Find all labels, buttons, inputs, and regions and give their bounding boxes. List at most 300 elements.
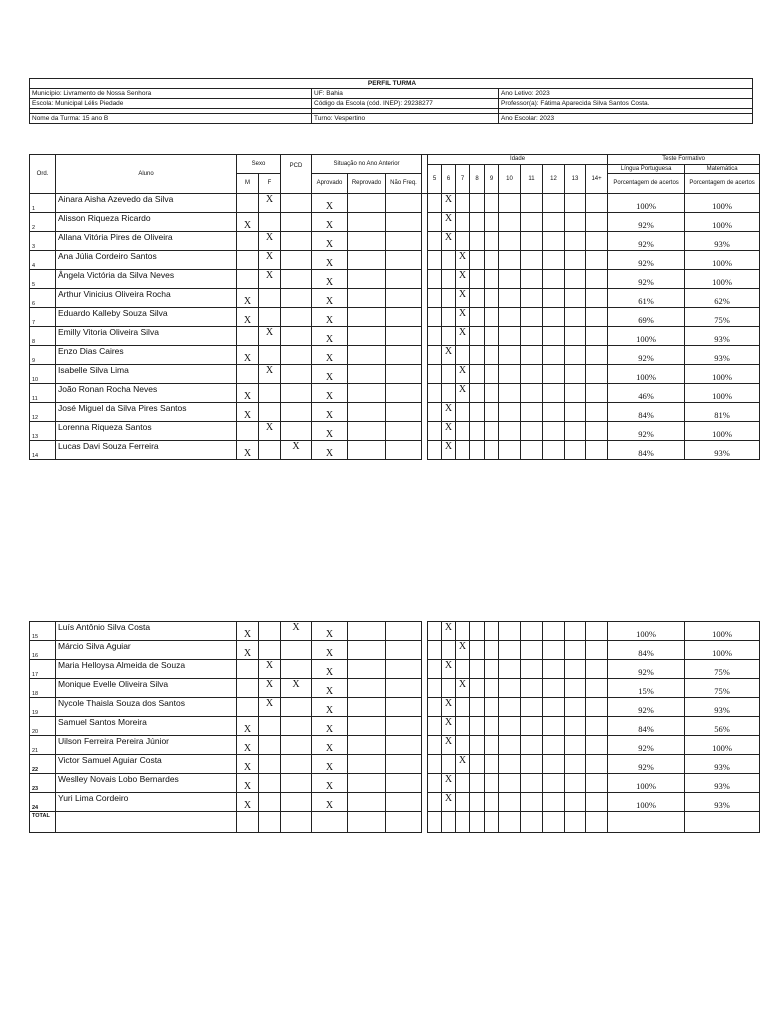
age-6-cell: X [442, 403, 456, 422]
reprovado-cell [348, 308, 386, 327]
age-13-cell [565, 641, 586, 660]
total-cell [470, 812, 485, 833]
age-5-cell [428, 194, 442, 213]
student-name: Emilly Vitoria Oliveira Silva [56, 327, 237, 346]
ord-cell: 18 [30, 679, 56, 698]
pcd-mark [281, 346, 312, 365]
age-8-cell [470, 365, 485, 384]
table-row [30, 308, 760, 327]
age-13-cell [565, 365, 586, 384]
table-row [30, 213, 760, 232]
lp-percent: 15% [608, 679, 685, 698]
age-9-cell [485, 308, 499, 327]
ord-cell: 13 [30, 422, 56, 441]
age-12-cell [543, 774, 565, 793]
ord-cell: 19 [30, 698, 56, 717]
lp-percent: 92% [608, 232, 685, 251]
age-7-cell [456, 717, 470, 736]
uf-field: UF: Bahia [312, 89, 499, 99]
age-12-cell [543, 679, 565, 698]
lp-percent: 92% [608, 736, 685, 755]
age-11-cell [521, 660, 543, 679]
age-6-cell: X [442, 232, 456, 251]
sexo-f-mark: X [259, 194, 281, 213]
aprovado-mark: X [312, 384, 348, 403]
reprovado-cell [348, 384, 386, 403]
age-8-cell [470, 679, 485, 698]
age-7-cell [456, 422, 470, 441]
pcd-mark [281, 774, 312, 793]
age-11-cell [521, 327, 543, 346]
age-7-cell [456, 403, 470, 422]
sexo-f-mark [259, 774, 281, 793]
age-11-cell [521, 270, 543, 289]
aprovado-mark: X [312, 270, 348, 289]
col-age-13: 13 [565, 165, 586, 194]
nao-freq-cell [386, 270, 422, 289]
lp-percent: 100% [608, 327, 685, 346]
age-13-cell [565, 422, 586, 441]
age-8-cell [470, 232, 485, 251]
pcd-mark [281, 308, 312, 327]
table-row [30, 327, 760, 346]
ord-cell: 3 [30, 232, 56, 251]
pcd-mark [281, 736, 312, 755]
age-12-cell [543, 232, 565, 251]
age-7-cell [456, 736, 470, 755]
reprovado-cell [348, 641, 386, 660]
student-name: Nycole Thaisla Souza dos Santos [56, 698, 237, 717]
age-13-cell [565, 717, 586, 736]
mat-percent: 62% [685, 289, 760, 308]
student-name: Arthur Vinicius Oliveira Rocha [56, 289, 237, 308]
age-11-cell [521, 232, 543, 251]
age-10-cell [499, 774, 521, 793]
nao-freq-cell [386, 736, 422, 755]
sexo-m-mark [237, 422, 259, 441]
age-12-cell [543, 194, 565, 213]
ano-letivo-field: Ano Letivo: 2023 [499, 89, 753, 99]
age-7-cell [456, 698, 470, 717]
mat-percent: 100% [685, 365, 760, 384]
table-row [30, 774, 760, 793]
sexo-f-mark [259, 403, 281, 422]
aprovado-mark: X [312, 660, 348, 679]
age-10-cell [499, 213, 521, 232]
age-11-cell [521, 403, 543, 422]
age-5-cell [428, 422, 442, 441]
age-12-cell [543, 660, 565, 679]
student-name: Eduardo Kalleby Souza Silva [56, 308, 237, 327]
aprovado-mark: X [312, 793, 348, 812]
age-12-cell [543, 641, 565, 660]
age-10-cell [499, 717, 521, 736]
age-10-cell [499, 641, 521, 660]
sexo-f-mark [259, 736, 281, 755]
mat-percent: 93% [685, 793, 760, 812]
col-teste-formativo: Teste Formativo [608, 155, 760, 165]
age-8-cell [470, 793, 485, 812]
lp-percent: 100% [608, 365, 685, 384]
ord-cell: 5 [30, 270, 56, 289]
age-12-cell [543, 251, 565, 270]
age-12-cell [543, 717, 565, 736]
nao-freq-cell [386, 698, 422, 717]
lp-percent: 92% [608, 422, 685, 441]
age-13-cell [565, 270, 586, 289]
mat-percent: 100% [685, 251, 760, 270]
ord-cell: 21 [30, 736, 56, 755]
student-name: Ainara Aisha Azevedo da Silva [56, 194, 237, 213]
age-8-cell [470, 308, 485, 327]
age-9-cell [485, 213, 499, 232]
col-nao-freq: Não Freq. [386, 174, 422, 194]
age-5-cell [428, 717, 442, 736]
reprovado-cell [348, 793, 386, 812]
mat-percent: 93% [685, 755, 760, 774]
sexo-f-mark [259, 755, 281, 774]
age-14+-cell [586, 403, 608, 422]
aprovado-mark: X [312, 717, 348, 736]
ord-cell: 7 [30, 308, 56, 327]
age-13-cell [565, 679, 586, 698]
age-10-cell [499, 327, 521, 346]
age-13-cell [565, 793, 586, 812]
age-14+-cell [586, 679, 608, 698]
total-cell [442, 812, 456, 833]
ord-cell: 6 [30, 289, 56, 308]
age-7-cell [456, 774, 470, 793]
total-cell [237, 812, 259, 833]
age-10-cell [499, 698, 521, 717]
age-6-cell [442, 327, 456, 346]
students-table-part-2 [29, 621, 760, 833]
nao-freq-cell [386, 793, 422, 812]
nao-freq-cell [386, 622, 422, 641]
lp-percent: 84% [608, 441, 685, 460]
reprovado-cell [348, 679, 386, 698]
reprovado-cell [348, 622, 386, 641]
age-8-cell [470, 660, 485, 679]
total-cell [565, 812, 586, 833]
reprovado-cell [348, 660, 386, 679]
age-13-cell [565, 622, 586, 641]
aprovado-mark: X [312, 213, 348, 232]
lp-percent: 84% [608, 641, 685, 660]
reprovado-cell [348, 194, 386, 213]
age-8-cell [470, 622, 485, 641]
mat-percent: 81% [685, 403, 760, 422]
table-row [30, 346, 760, 365]
nao-freq-cell [386, 403, 422, 422]
age-14+-cell [586, 308, 608, 327]
student-name: Yuri Lima Cordeiro [56, 793, 237, 812]
mat-percent: 100% [685, 213, 760, 232]
age-10-cell [499, 679, 521, 698]
age-9-cell [485, 327, 499, 346]
aprovado-mark: X [312, 755, 348, 774]
sexo-m-mark: X [237, 641, 259, 660]
sexo-f-mark [259, 793, 281, 812]
age-13-cell [565, 327, 586, 346]
age-5-cell [428, 232, 442, 251]
mat-percent: 100% [685, 194, 760, 213]
sexo-f-mark [259, 641, 281, 660]
age-14+-cell [586, 251, 608, 270]
table-row [30, 698, 760, 717]
reprovado-cell [348, 365, 386, 384]
sexo-m-mark [237, 679, 259, 698]
pcd-mark [281, 327, 312, 346]
age-11-cell [521, 422, 543, 441]
student-name: Lucas Davi Souza Ferreira [56, 441, 237, 460]
age-6-cell: X [442, 346, 456, 365]
age-9-cell [485, 793, 499, 812]
pcd-mark [281, 793, 312, 812]
reprovado-cell [348, 346, 386, 365]
age-14+-cell [586, 641, 608, 660]
aprovado-mark: X [312, 365, 348, 384]
age-5-cell [428, 308, 442, 327]
age-6-cell: X [442, 213, 456, 232]
pcd-mark [281, 365, 312, 384]
col-ord: Ord. [30, 155, 56, 194]
table-row [30, 365, 760, 384]
age-8-cell [470, 422, 485, 441]
student-name: Lorenna Riqueza Santos [56, 422, 237, 441]
age-7-cell: X [456, 641, 470, 660]
age-13-cell [565, 660, 586, 679]
age-8-cell [470, 403, 485, 422]
age-7-cell: X [456, 679, 470, 698]
age-10-cell [499, 403, 521, 422]
total-cell [259, 812, 281, 833]
total-cell [456, 812, 470, 833]
reprovado-cell [348, 698, 386, 717]
aprovado-mark: X [312, 232, 348, 251]
reprovado-cell [348, 289, 386, 308]
student-name: José Miguel da Silva Pires Santos [56, 403, 237, 422]
age-7-cell: X [456, 365, 470, 384]
age-12-cell [543, 755, 565, 774]
col-age-8: 8 [470, 165, 485, 194]
age-7-cell: X [456, 384, 470, 403]
lp-percent: 92% [608, 270, 685, 289]
lp-percent: 100% [608, 793, 685, 812]
reprovado-cell [348, 232, 386, 251]
age-14+-cell [586, 755, 608, 774]
reprovado-cell [348, 441, 386, 460]
age-7-cell [456, 346, 470, 365]
age-8-cell [470, 384, 485, 403]
ord-cell: 10 [30, 365, 56, 384]
age-6-cell: X [442, 422, 456, 441]
nao-freq-cell [386, 441, 422, 460]
nao-freq-cell [386, 289, 422, 308]
age-6-cell [442, 270, 456, 289]
aprovado-mark: X [312, 698, 348, 717]
student-name: Márcio Silva Aguiar [56, 641, 237, 660]
age-5-cell [428, 327, 442, 346]
age-11-cell [521, 679, 543, 698]
lp-percent: 84% [608, 403, 685, 422]
sexo-m-mark: X [237, 308, 259, 327]
pcd-mark [281, 755, 312, 774]
age-11-cell [521, 774, 543, 793]
table-row [30, 384, 760, 403]
pcd-mark [281, 660, 312, 679]
age-7-cell [456, 660, 470, 679]
age-9-cell [485, 641, 499, 660]
lp-percent: 92% [608, 698, 685, 717]
age-6-cell: X [442, 660, 456, 679]
age-12-cell [543, 622, 565, 641]
table-row [30, 403, 760, 422]
pcd-mark [281, 232, 312, 251]
reprovado-cell [348, 717, 386, 736]
age-6-cell [442, 384, 456, 403]
mat-percent: 100% [685, 622, 760, 641]
sexo-m-mark [237, 660, 259, 679]
age-8-cell [470, 194, 485, 213]
sexo-f-mark [259, 441, 281, 460]
age-5-cell [428, 346, 442, 365]
aprovado-mark: X [312, 441, 348, 460]
age-6-cell [442, 308, 456, 327]
age-7-cell [456, 213, 470, 232]
pcd-mark [281, 641, 312, 660]
age-9-cell [485, 622, 499, 641]
page-title: PERFIL TURMA [30, 79, 753, 89]
age-14+-cell [586, 213, 608, 232]
col-mat-porcentagem: Porcentagem de acertos [685, 174, 760, 194]
lp-percent: 92% [608, 213, 685, 232]
age-9-cell [485, 698, 499, 717]
age-8-cell [470, 736, 485, 755]
age-8-cell [470, 346, 485, 365]
sexo-m-mark: X [237, 403, 259, 422]
aprovado-mark: X [312, 679, 348, 698]
age-7-cell: X [456, 270, 470, 289]
nao-freq-cell [386, 717, 422, 736]
aprovado-mark: X [312, 736, 348, 755]
mat-percent: 100% [685, 270, 760, 289]
age-10-cell [499, 232, 521, 251]
age-11-cell [521, 194, 543, 213]
age-12-cell [543, 384, 565, 403]
ord-cell: 4 [30, 251, 56, 270]
sexo-m-mark [237, 365, 259, 384]
aprovado-mark: X [312, 251, 348, 270]
age-14+-cell [586, 698, 608, 717]
lp-percent: 100% [608, 774, 685, 793]
age-5-cell [428, 660, 442, 679]
age-5-cell [428, 755, 442, 774]
pcd-mark [281, 384, 312, 403]
age-6-cell [442, 755, 456, 774]
lp-percent: 92% [608, 251, 685, 270]
student-name: Alisson Riqueza Ricardo [56, 213, 237, 232]
sexo-m-mark: X [237, 289, 259, 308]
age-9-cell [485, 441, 499, 460]
age-7-cell: X [456, 251, 470, 270]
age-6-cell: X [442, 441, 456, 460]
col-pcd: PCD [281, 155, 312, 194]
age-10-cell [499, 422, 521, 441]
reprovado-cell [348, 403, 386, 422]
total-cell [499, 812, 521, 833]
age-11-cell [521, 441, 543, 460]
age-12-cell [543, 365, 565, 384]
age-9-cell [485, 270, 499, 289]
ord-cell: 22 [30, 755, 56, 774]
escola-field: Escola: Municipal Lélis Piedade [30, 99, 312, 109]
ord-cell: 16 [30, 641, 56, 660]
age-13-cell [565, 308, 586, 327]
age-5-cell [428, 289, 442, 308]
age-8-cell [470, 289, 485, 308]
age-6-cell: X [442, 793, 456, 812]
nao-freq-cell [386, 327, 422, 346]
age-5-cell [428, 622, 442, 641]
age-10-cell [499, 755, 521, 774]
aprovado-mark: X [312, 622, 348, 641]
pcd-mark: X [281, 622, 312, 641]
age-8-cell [470, 698, 485, 717]
age-9-cell [485, 755, 499, 774]
age-9-cell [485, 251, 499, 270]
sexo-f-mark [259, 289, 281, 308]
age-9-cell [485, 717, 499, 736]
age-14+-cell [586, 232, 608, 251]
age-10-cell [499, 194, 521, 213]
municipio-field: Município: Livramento de Nossa Senhora [30, 89, 312, 99]
sexo-m-mark: X [237, 622, 259, 641]
age-6-cell [442, 365, 456, 384]
age-14+-cell [586, 327, 608, 346]
student-name: João Ronan Rocha Neves [56, 384, 237, 403]
mat-percent: 93% [685, 698, 760, 717]
nao-freq-cell [386, 755, 422, 774]
reprovado-cell [348, 251, 386, 270]
age-5-cell [428, 403, 442, 422]
pcd-mark [281, 289, 312, 308]
student-name: Luís Antônio Silva Costa [56, 622, 237, 641]
col-age-9: 9 [485, 165, 499, 194]
table-row [30, 441, 760, 460]
students-table-part-1 [29, 154, 760, 460]
age-8-cell [470, 717, 485, 736]
table-row [30, 660, 760, 679]
age-13-cell [565, 403, 586, 422]
pcd-mark [281, 717, 312, 736]
mat-percent: 75% [685, 679, 760, 698]
age-14+-cell [586, 289, 608, 308]
nao-freq-cell [386, 194, 422, 213]
table-row [30, 679, 760, 698]
age-5-cell [428, 774, 442, 793]
col-lingua-portuguesa: Língua Portuguesa [608, 165, 685, 174]
sexo-m-mark [237, 327, 259, 346]
total-cell [485, 812, 499, 833]
turno-field: Turno: Vespertino [312, 114, 499, 124]
col-age-6: 6 [442, 165, 456, 194]
reprovado-cell [348, 270, 386, 289]
table-row [30, 289, 760, 308]
aprovado-mark: X [312, 194, 348, 213]
total-cell [543, 812, 565, 833]
table-row [30, 736, 760, 755]
